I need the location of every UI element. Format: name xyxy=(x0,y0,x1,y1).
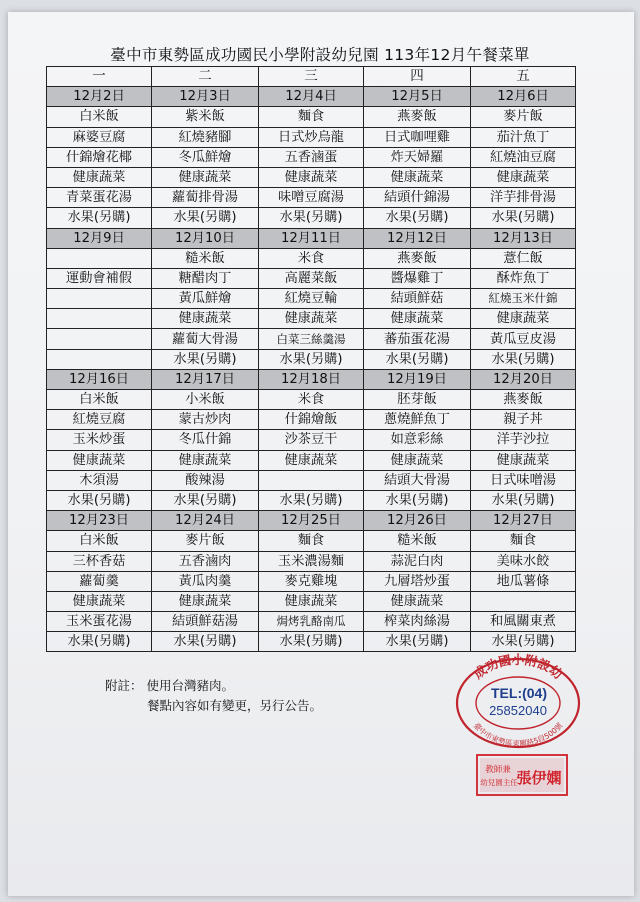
weekday-header-row xyxy=(47,67,576,87)
menu-item-cell xyxy=(47,309,152,329)
menu-row xyxy=(47,470,576,490)
menu-row xyxy=(47,268,576,288)
menu-item-cell: 糖醋肉丁 xyxy=(152,268,259,288)
menu-item-cell: 蘿蔔大骨湯 xyxy=(152,329,259,349)
date-row xyxy=(47,228,576,248)
weekday-cell: 三 xyxy=(259,67,364,87)
menu-item-cell: 黃瓜鮮燴 xyxy=(152,289,259,309)
menu-item-cell: 黃瓜肉羹 xyxy=(152,571,259,591)
menu-row xyxy=(47,612,576,632)
menu-item-cell: 燕麥飯 xyxy=(364,248,471,268)
menu-item-cell: 水果(另購) xyxy=(364,208,471,228)
menu-item-cell: 水果(另購) xyxy=(259,490,364,510)
date-cell: 12月4日 xyxy=(259,87,364,107)
menu-item-cell: 高麗菜飯 xyxy=(259,268,364,288)
menu-item-cell: 健康蔬菜 xyxy=(47,591,152,611)
menu-item-cell: 水果(另購) xyxy=(259,632,364,652)
menu-item-cell: 木須湯 xyxy=(47,470,152,490)
menu-item-cell: 結頭鮮菇 xyxy=(364,289,471,309)
menu-item-cell: 美味水餃 xyxy=(471,551,576,571)
principal-signature-seal xyxy=(476,752,568,798)
menu-item-cell: 蒙古炒肉 xyxy=(152,410,259,430)
menu-item-cell: 五香滷肉 xyxy=(152,551,259,571)
menu-item-cell: 健康蔬菜 xyxy=(152,591,259,611)
menu-item-cell: 結頭什錦湯 xyxy=(364,188,471,208)
menu-item-cell: 玉米濃湯麵 xyxy=(259,551,364,571)
date-cell: 12月20日 xyxy=(471,369,576,389)
menu-item-cell: 炸天婦羅 xyxy=(364,147,471,167)
menu-item-cell: 沙茶豆干 xyxy=(259,430,364,450)
menu-item-cell: 水果(另購) xyxy=(364,632,471,652)
menu-item-cell: 蔥燒鮮魚丁 xyxy=(364,410,471,430)
menu-item-cell: 三杯香菇 xyxy=(47,551,152,571)
stamp-tel: TEL:(04) xyxy=(491,685,547,701)
stamp-phone: 25852040 xyxy=(489,703,547,718)
menu-row xyxy=(47,127,576,147)
menu-item-cell: 糙米飯 xyxy=(364,531,471,551)
menu-item-cell: 玉米炒蛋 xyxy=(47,430,152,450)
menu-item-cell: 健康蔬菜 xyxy=(364,309,471,329)
menu-row xyxy=(47,107,576,127)
weekday-cell: 二 xyxy=(152,67,259,87)
date-cell: 12月13日 xyxy=(471,228,576,248)
menu-item-cell xyxy=(471,591,576,611)
menu-item-cell: 日式咖哩雞 xyxy=(364,127,471,147)
weekday-cell: 五 xyxy=(471,67,576,87)
menu-item-cell: 紅燒豬腳 xyxy=(152,127,259,147)
menu-item-cell: 麵食 xyxy=(259,531,364,551)
menu-item-cell: 榨菜肉絲湯 xyxy=(364,612,471,632)
menu-item-cell: 蘿蔔排骨湯 xyxy=(152,188,259,208)
menu-item-cell: 水果(另購) xyxy=(471,349,576,369)
menu-item-cell: 水果(另購) xyxy=(471,632,576,652)
menu-row xyxy=(47,309,576,329)
menu-item-cell: 健康蔬菜 xyxy=(364,591,471,611)
date-cell: 12月3日 xyxy=(152,87,259,107)
menu-item-cell: 味噌豆腐湯 xyxy=(259,188,364,208)
menu-item-cell: 健康蔬菜 xyxy=(259,450,364,470)
menu-row xyxy=(47,208,576,228)
date-cell: 12月12日 xyxy=(364,228,471,248)
menu-item-cell: 洋芋排骨湯 xyxy=(471,188,576,208)
menu-item-cell: 紅燒玉米什錦 xyxy=(471,289,576,309)
menu-row xyxy=(47,289,576,309)
date-cell: 12月19日 xyxy=(364,369,471,389)
menu-item-cell: 玉米蛋花湯 xyxy=(47,612,152,632)
menu-item-cell: 健康蔬菜 xyxy=(259,309,364,329)
weekday-cell: 一 xyxy=(47,67,152,87)
menu-item-cell: 冬瓜什錦 xyxy=(152,430,259,450)
menu-item-cell: 紅燒油豆腐 xyxy=(471,147,576,167)
menu-item-cell: 洋芋沙拉 xyxy=(471,430,576,450)
menu-item-cell: 麥片飯 xyxy=(471,107,576,127)
menu-item-cell: 運動會補假 xyxy=(47,268,152,288)
menu-row xyxy=(47,188,576,208)
menu-item-cell: 健康蔬菜 xyxy=(471,167,576,187)
menu-item-cell: 健康蔬菜 xyxy=(364,167,471,187)
menu-item-cell: 蒜泥白肉 xyxy=(364,551,471,571)
menu-item-cell: 水果(另購) xyxy=(152,490,259,510)
menu-item-cell: 米食 xyxy=(259,248,364,268)
date-cell: 12月6日 xyxy=(471,87,576,107)
menu-item-cell: 水果(另購) xyxy=(364,490,471,510)
menu-row xyxy=(47,329,576,349)
menu-item-cell: 白米飯 xyxy=(47,531,152,551)
note-line-2: 餐點內容如有變更，另行公告。 xyxy=(147,698,323,713)
menu-item-cell: 日式味噌湯 xyxy=(471,470,576,490)
menu-item-cell: 酥炸魚丁 xyxy=(471,268,576,288)
date-cell: 12月17日 xyxy=(152,369,259,389)
date-cell: 12月9日 xyxy=(47,228,152,248)
menu-row xyxy=(47,147,576,167)
menu-item-cell: 地瓜薯條 xyxy=(471,571,576,591)
menu-item-cell: 健康蔬菜 xyxy=(259,591,364,611)
date-cell: 12月23日 xyxy=(47,511,152,531)
menu-item-cell: 水果(另購) xyxy=(152,632,259,652)
menu-row xyxy=(47,410,576,430)
menu-item-cell: 健康蔬菜 xyxy=(259,167,364,187)
lunch-menu-table xyxy=(46,66,576,652)
menu-item-cell: 麻婆豆腐 xyxy=(47,127,152,147)
menu-item-cell: 冬瓜鮮燴 xyxy=(152,147,259,167)
menu-item-cell: 水果(另購) xyxy=(47,208,152,228)
menu-item-cell: 什錦燴飯 xyxy=(259,410,364,430)
menu-item-cell: 日式炒烏龍 xyxy=(259,127,364,147)
menu-item-cell: 醬爆雞丁 xyxy=(364,268,471,288)
menu-row xyxy=(47,248,576,268)
menu-item-cell: 紫米飯 xyxy=(152,107,259,127)
menu-item-cell: 茄汁魚丁 xyxy=(471,127,576,147)
date-cell: 12月25日 xyxy=(259,511,364,531)
menu-row xyxy=(47,167,576,187)
menu-item-cell: 九層塔炒蛋 xyxy=(364,571,471,591)
menu-item-cell: 水果(另購) xyxy=(259,208,364,228)
menu-item-cell: 水果(另購) xyxy=(152,349,259,369)
menu-item-cell: 黃瓜豆皮湯 xyxy=(471,329,576,349)
menu-item-cell: 酸辣湯 xyxy=(152,470,259,490)
note-line-1: 附註： 使用台灣豬肉。 xyxy=(105,678,234,693)
menu-item-cell: 健康蔬菜 xyxy=(471,309,576,329)
date-cell: 12月10日 xyxy=(152,228,259,248)
menu-item-cell: 健康蔬菜 xyxy=(471,450,576,470)
menu-item-cell: 燕麥飯 xyxy=(364,107,471,127)
date-cell: 12月26日 xyxy=(364,511,471,531)
date-cell: 12月2日 xyxy=(47,87,152,107)
seal-name: 張伊嫻 xyxy=(516,769,562,787)
menu-row xyxy=(47,551,576,571)
menu-item-cell: 健康蔬菜 xyxy=(152,167,259,187)
menu-item-cell: 健康蔬菜 xyxy=(152,309,259,329)
menu-item-cell: 燕麥飯 xyxy=(471,390,576,410)
date-cell: 12月27日 xyxy=(471,511,576,531)
stamp-top-text: 成功國小附設幼 xyxy=(470,652,566,682)
menu-item-cell xyxy=(259,470,364,490)
school-round-stamp xyxy=(452,652,584,750)
menu-item-cell: 五香滷蛋 xyxy=(259,147,364,167)
menu-item-cell: 胚芽飯 xyxy=(364,390,471,410)
menu-item-cell xyxy=(47,289,152,309)
menu-item-cell: 什錦燴花椰 xyxy=(47,147,152,167)
date-cell: 12月24日 xyxy=(152,511,259,531)
menu-row xyxy=(47,571,576,591)
menu-item-cell: 水果(另購) xyxy=(259,349,364,369)
menu-item-cell: 結頭鮮菇湯 xyxy=(152,612,259,632)
seal-role-2: 幼兒園主任 xyxy=(480,778,518,787)
menu-item-cell: 如意彩絲 xyxy=(364,430,471,450)
menu-item-cell: 健康蔬菜 xyxy=(47,167,152,187)
menu-item-cell: 水果(另購) xyxy=(471,490,576,510)
menu-item-cell: 蘿蔔羹 xyxy=(47,571,152,591)
menu-item-cell: 焗烤乳酪南瓜 xyxy=(259,612,364,632)
menu-row xyxy=(47,591,576,611)
menu-item-cell: 麥克雞塊 xyxy=(259,571,364,591)
menu-item-cell: 糙米飯 xyxy=(152,248,259,268)
menu-item-cell: 水果(另購) xyxy=(47,490,152,510)
menu-body xyxy=(47,67,576,652)
date-row xyxy=(47,511,576,531)
menu-row xyxy=(47,490,576,510)
page-title: 臺中市東勢區成功國民小學附設幼兒園 113年12月午餐菜單 xyxy=(110,46,530,64)
menu-item-cell: 蕃茄蛋花湯 xyxy=(364,329,471,349)
menu-row xyxy=(47,531,576,551)
menu-item-cell xyxy=(47,329,152,349)
date-cell: 12月5日 xyxy=(364,87,471,107)
menu-item-cell: 白菜三絲羹湯 xyxy=(259,329,364,349)
menu-item-cell: 和風關東煮 xyxy=(471,612,576,632)
menu-row xyxy=(47,430,576,450)
date-row xyxy=(47,369,576,389)
menu-row xyxy=(47,349,576,369)
menu-item-cell: 紅燒豆腐 xyxy=(47,410,152,430)
menu-item-cell: 麥片飯 xyxy=(152,531,259,551)
menu-item-cell: 麵食 xyxy=(471,531,576,551)
menu-item-cell: 白米飯 xyxy=(47,107,152,127)
menu-item-cell: 青菜蛋花湯 xyxy=(47,188,152,208)
date-cell: 12月16日 xyxy=(47,369,152,389)
seal-role-1: 教師兼 xyxy=(485,765,511,775)
menu-row xyxy=(47,632,576,652)
menu-item-cell xyxy=(47,248,152,268)
menu-item-cell: 白米飯 xyxy=(47,390,152,410)
menu-item-cell: 薏仁飯 xyxy=(471,248,576,268)
menu-row xyxy=(47,450,576,470)
menu-item-cell: 結頭大骨湯 xyxy=(364,470,471,490)
menu-item-cell: 健康蔬菜 xyxy=(152,450,259,470)
menu-item-cell: 水果(另購) xyxy=(152,208,259,228)
menu-item-cell: 米食 xyxy=(259,390,364,410)
stamp-bottom-text: 臺中市東勢區東關路5段500號 xyxy=(471,720,565,749)
menu-item-cell: 健康蔬菜 xyxy=(364,450,471,470)
menu-row xyxy=(47,390,576,410)
menu-item-cell: 小米飯 xyxy=(152,390,259,410)
menu-item-cell: 水果(另購) xyxy=(471,208,576,228)
menu-item-cell: 水果(另購) xyxy=(47,632,152,652)
menu-item-cell: 健康蔬菜 xyxy=(47,450,152,470)
menu-item-cell: 親子丼 xyxy=(471,410,576,430)
menu-item-cell: 紅燒豆輪 xyxy=(259,289,364,309)
date-cell: 12月11日 xyxy=(259,228,364,248)
menu-item-cell: 麵食 xyxy=(259,107,364,127)
menu-item-cell: 水果(另購) xyxy=(364,349,471,369)
date-cell: 12月18日 xyxy=(259,369,364,389)
date-row xyxy=(47,87,576,107)
menu-item-cell xyxy=(47,349,152,369)
notes xyxy=(105,676,322,716)
weekday-cell: 四 xyxy=(364,67,471,87)
